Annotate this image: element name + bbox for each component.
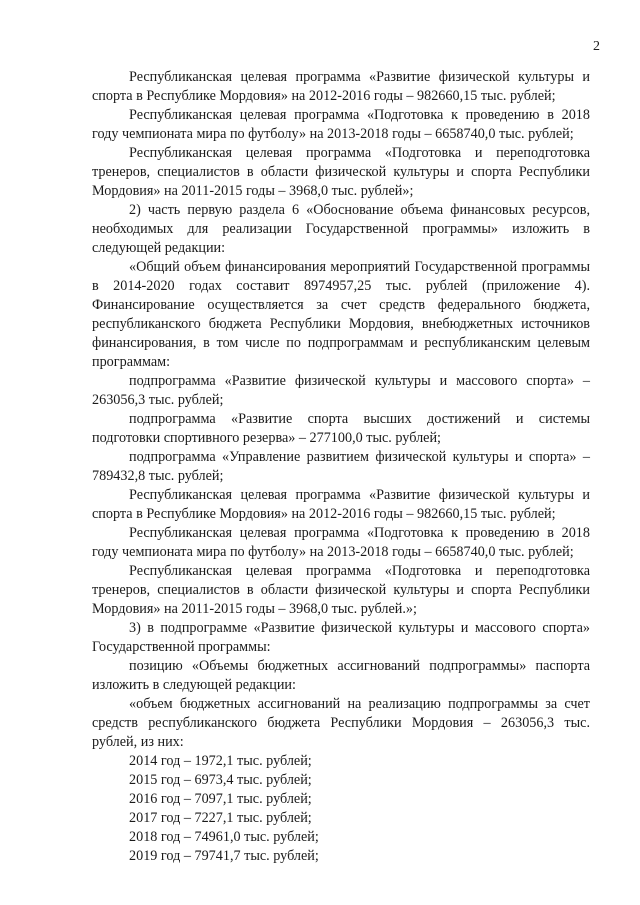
page-number: 2: [593, 39, 600, 54]
paragraph-subprogram-management: подпрограмма «Управление развитием физической культуры и спорта» – 789432,8 тыс. рублей;: [92, 449, 590, 484]
paragraph-rcp-world-cup-2: Республиканская целевая программа «Подготовка к проведению в 2018 году чемпионата мира по футболу» на 2013-2018 годы – 6658740,0 тыс. рублей;: [92, 525, 590, 560]
paragraph-rcp-sport-development-2: Республиканская целевая программа «Развитие физической культуры и спорта в Республике Мордовия» на 2012-2016 годы – 982660,15 тыс. рублей;: [92, 487, 590, 522]
year-line-2019: 2019 год – 79741,7 тыс. рублей;: [129, 848, 319, 864]
year-line-2017: 2017 год – 7227,1 тыс. рублей;: [129, 810, 312, 826]
paragraph-total-financing: «Общий объем финансирования мероприятий Государственной программы в 2014-2020 годах составит 8974957,25 тыс. рублей (приложение 4). Финансирование осуществляется за счет средств федерального бюджета, республиканского бюджета Республики Мордовия, внебюджетных источников финансирования, в том числе по подпрограммам и республиканским целевым программам:: [92, 259, 590, 370]
paragraph-subprogram-high-achievement: подпрограмма «Развитие спорта высших достижений и системы подготовки спортивного резерва» – 277100,0 тыс. рублей;: [92, 411, 590, 446]
paragraph-budget-allocation: «объем бюджетных ассигнований на реализацию подпрограммы за счет средств республиканского бюджета Республики Мордовия – 263056,3 тыс. рублей, из них:: [92, 696, 590, 750]
paragraph-passport-position: позицию «Объемы бюджетных ассигнований подпрограммы» паспорта изложить в следующей редакции:: [92, 658, 590, 693]
paragraph-subprogram-mass-sport: подпрограмма «Развитие физической культуры и массового спорта» – 263056,3 тыс. рублей;: [92, 373, 590, 408]
paragraph-rcp-sport-development: Республиканская целевая программа «Развитие физической культуры и спорта в Республике Мордовия» на 2012-2016 годы – 982660,15 тыс. рублей;: [92, 69, 590, 104]
paragraph-item-2: 2) часть первую раздела 6 «Обоснование объема финансовых ресурсов, необходимых для реализации Государственной программы» изложить в следующей редакции:: [92, 202, 590, 256]
year-line-2018: 2018 год – 74961,0 тыс. рублей;: [129, 829, 319, 845]
paragraph-rcp-world-cup: Республиканская целевая программа «Подготовка к проведению в 2018 году чемпионата мира по футболу» на 2013-2018 годы – 6658740,0 тыс. рублей;: [92, 107, 590, 142]
document-body: [92, 68, 590, 866]
year-line-2015: 2015 год – 6973,4 тыс. рублей;: [129, 772, 312, 788]
paragraph-item-3: 3) в подпрограмме «Развитие физической культуры и массового спорта» Государственной программы:: [92, 620, 590, 655]
year-line-2016: 2016 год – 7097,1 тыс. рублей;: [129, 791, 312, 807]
year-line-2014: 2014 год – 1972,1 тыс. рублей;: [129, 753, 312, 769]
paragraph-rcp-coach-training-2: Республиканская целевая программа «Подготовка и переподготовка тренеров, специалистов в области физической культуры и спорта Республики Мордовия» на 2011-2015 годы – 3968,0 тыс. рублей.»;: [92, 563, 590, 617]
paragraph-rcp-coach-training: Республиканская целевая программа «Подготовка и переподготовка тренеров, специалистов в области физической культуры и спорта Республики Мордовия» на 2011-2015 годы – 3968,0 тыс. рублей»;: [92, 145, 590, 199]
